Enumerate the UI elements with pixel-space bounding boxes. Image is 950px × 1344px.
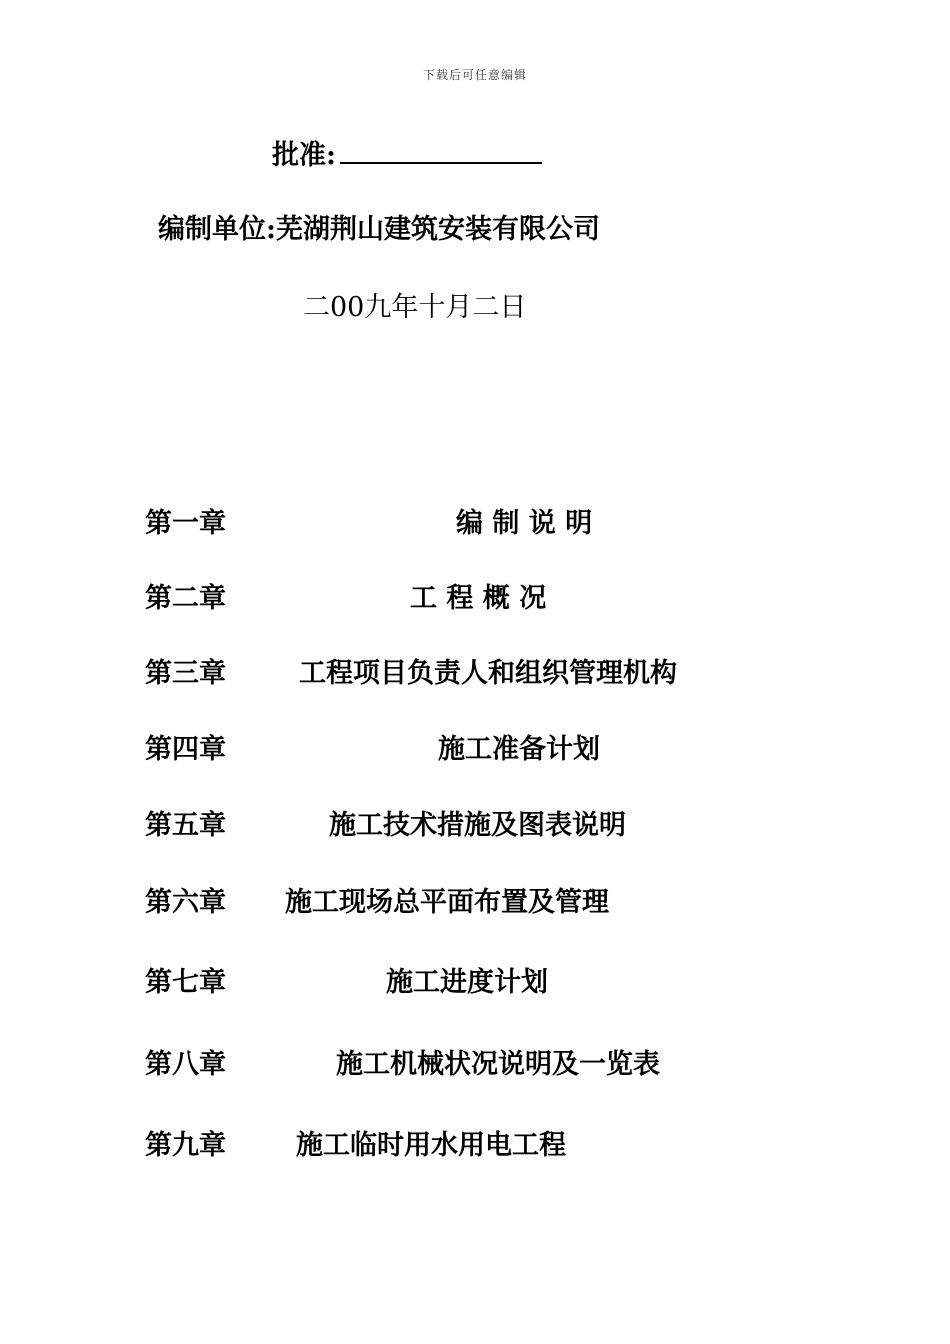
toc-chapter-number: 第三章	[145, 658, 226, 689]
toc-chapter-number: 第四章	[145, 734, 226, 765]
toc-chapter-number: 第九章	[145, 1130, 226, 1161]
approve-signature-blank	[340, 136, 542, 164]
toc-chapter-number: 第八章	[145, 1049, 226, 1080]
toc-row-5	[145, 803, 845, 843]
toc-chapter-title: 工 程 概 况	[410, 583, 547, 614]
header-note: 下载后可任意编辑	[422, 68, 527, 82]
approve-line	[272, 133, 542, 172]
toc-chapter-title: 施工机械状况说明及一览表	[336, 1049, 660, 1080]
approve-label: 批准:	[272, 140, 336, 171]
toc-row-7	[145, 960, 845, 1000]
toc-chapter-title: 施工进度计划	[386, 967, 548, 998]
toc-row-6	[145, 880, 845, 920]
toc-row-2	[145, 576, 845, 616]
org-name: 芜湖荆山建筑安装有限公司	[275, 214, 600, 245]
toc-row-4	[145, 727, 845, 767]
toc-chapter-number: 第二章	[145, 583, 226, 614]
toc-chapter-title: 施工技术措施及图表说明	[329, 810, 626, 841]
toc-chapter-title: 工程项目负责人和组织管理机构	[299, 658, 677, 689]
toc-chapter-title: 施工准备计划	[438, 734, 600, 765]
toc-chapter-title: 施工现场总平面布置及管理	[285, 887, 609, 918]
org-line	[158, 207, 600, 246]
toc-chapter-title: 编 制 说 明	[456, 508, 593, 539]
toc-row-3	[145, 651, 845, 691]
toc-row-1	[145, 501, 845, 541]
toc-chapter-number: 第一章	[145, 508, 226, 539]
toc-chapter-title: 施工临时用水用电工程	[296, 1130, 566, 1161]
toc-row-9	[145, 1123, 845, 1163]
toc-chapter-number: 第六章	[145, 887, 226, 918]
toc-chapter-number: 第七章	[145, 967, 226, 998]
org-label: 编制单位:	[158, 214, 276, 245]
date-line: 二00九年十月二日	[303, 292, 527, 323]
toc-row-8	[145, 1042, 845, 1082]
toc-chapter-number: 第五章	[145, 810, 226, 841]
